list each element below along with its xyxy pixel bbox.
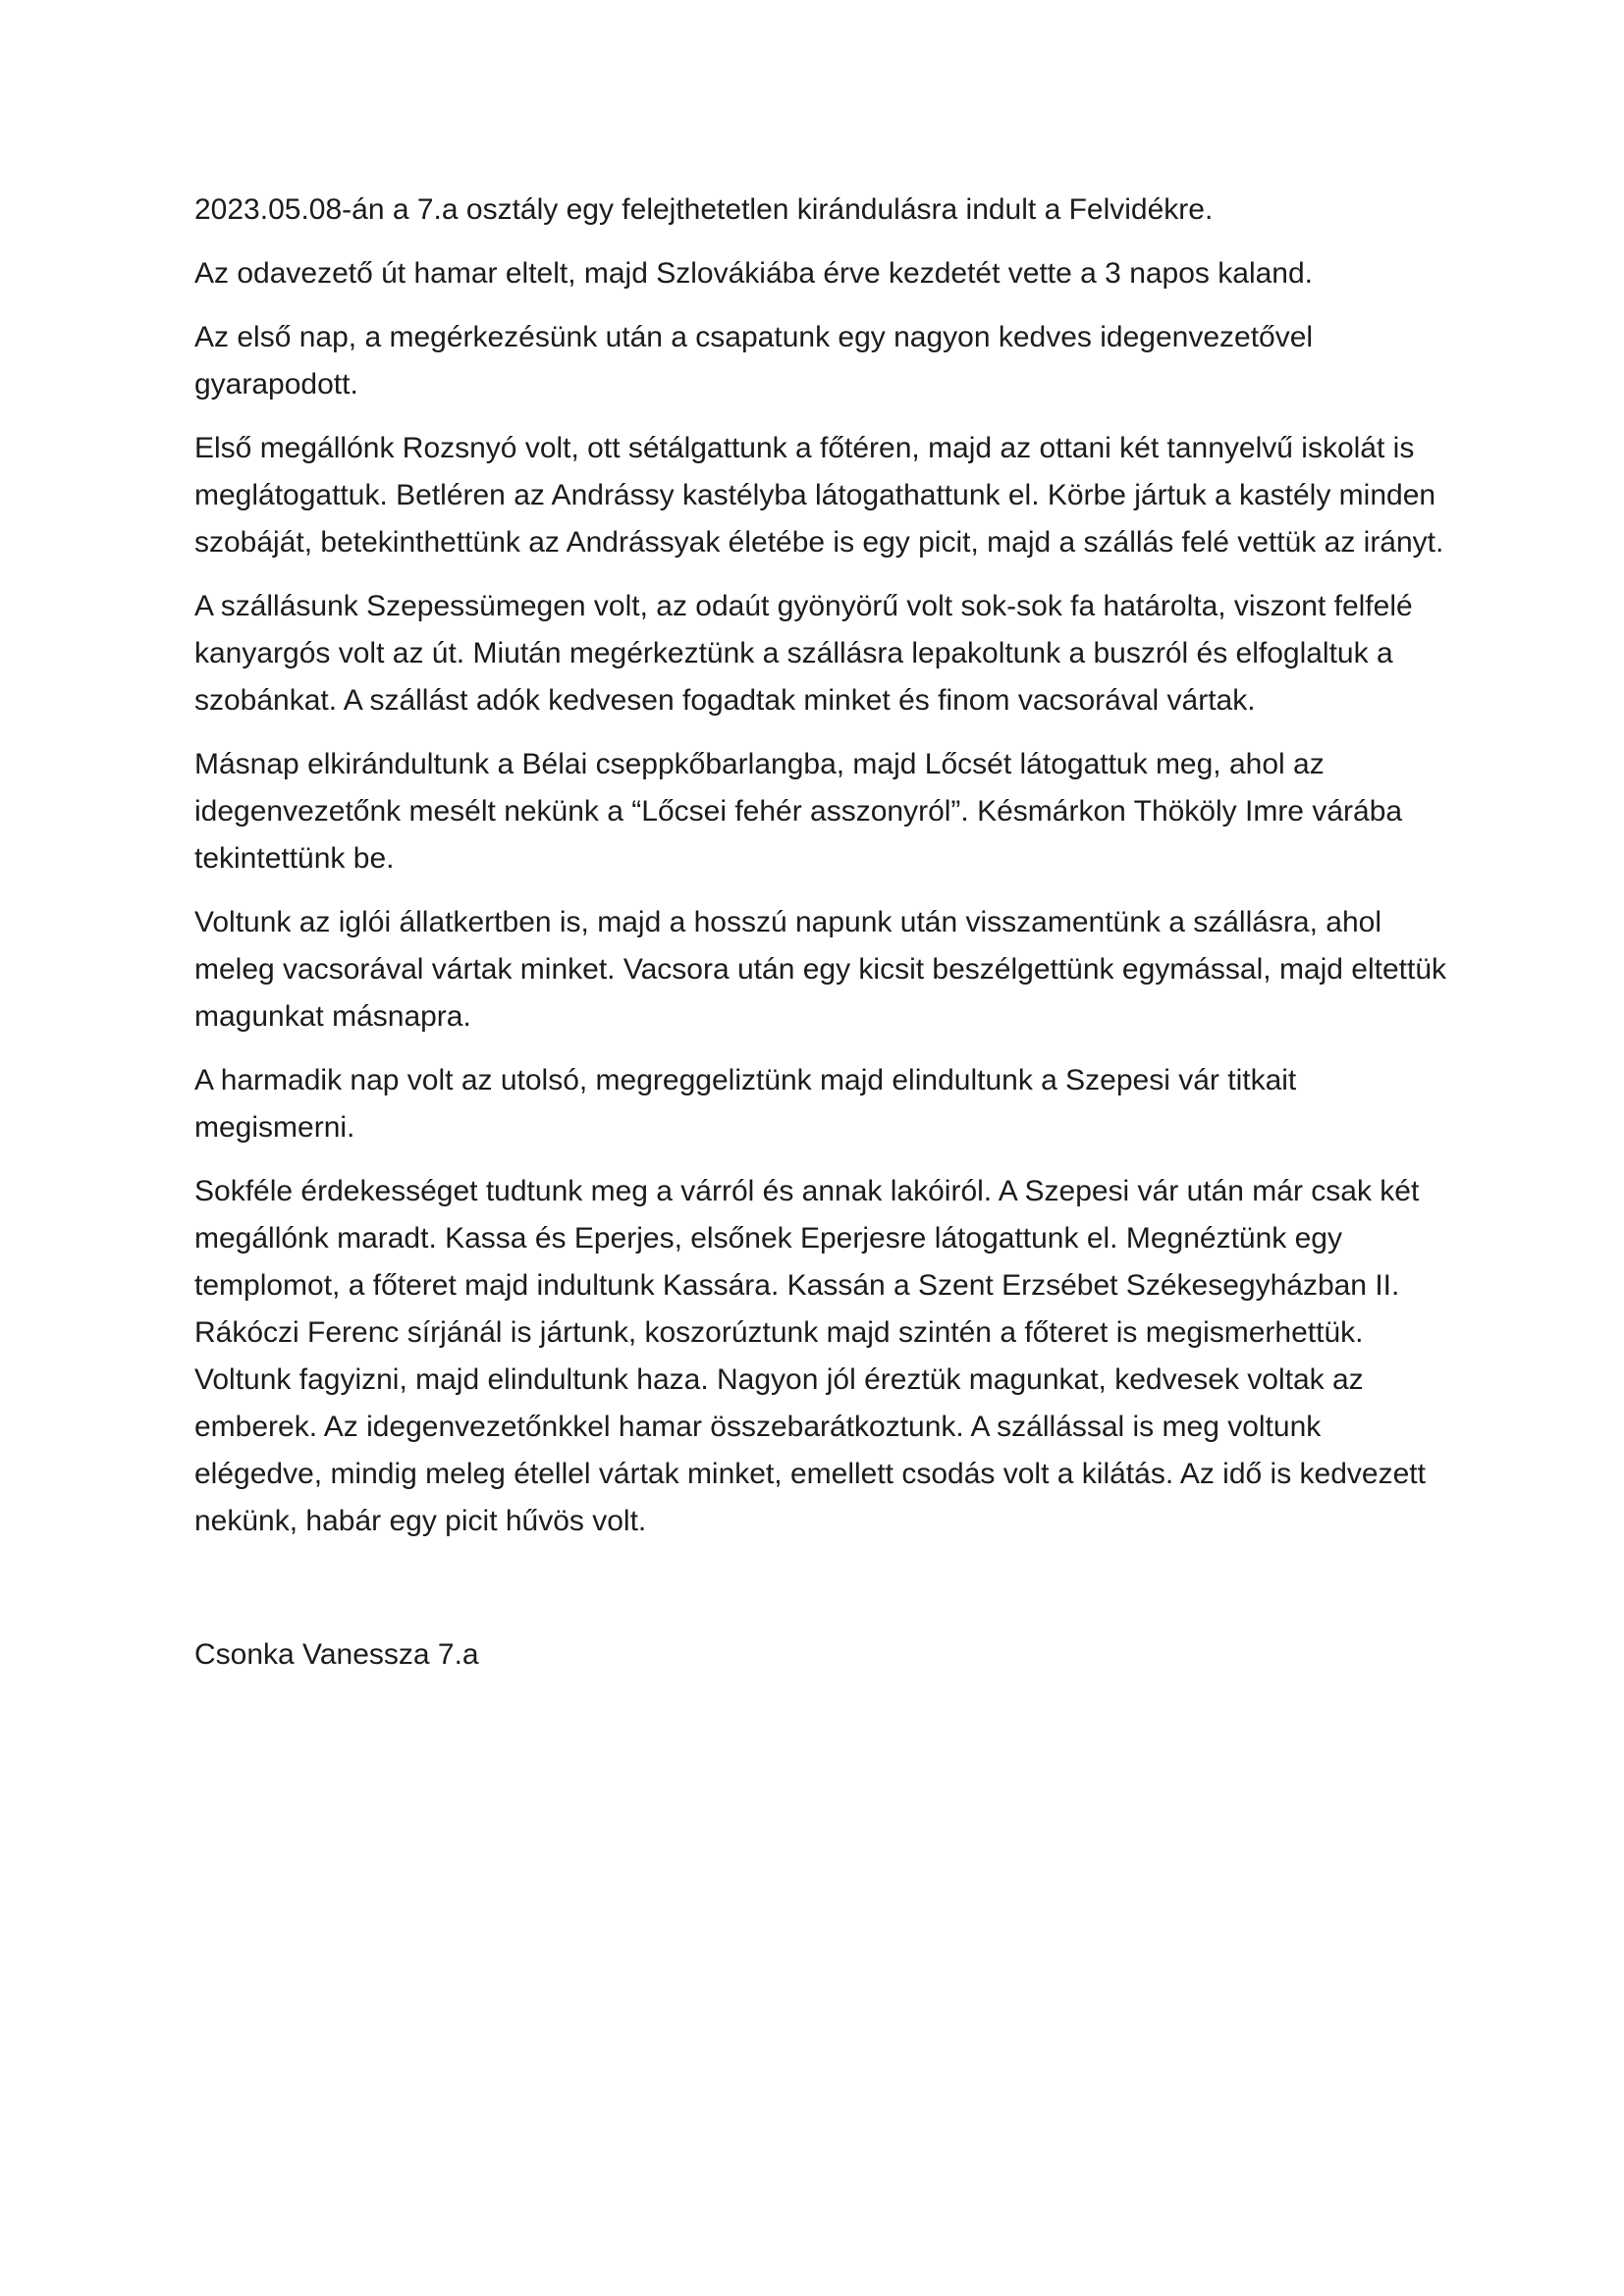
paragraph-journey: Az odavezető út hamar eltelt, majd Szlovákiába érve kezdetét vette a 3 napos kaland. xyxy=(194,257,1314,290)
paragraph-accommodation: A szállásunk Szepessümegen volt, az odaút gyönyörű volt sok-sok fa határolta, viszont felfelé kanyargós volt az út. Miután megérkeztünk a szállásra lepakoltunk a buszról és elfoglaltuk a szobánkat. A szállást adók kedvesen fogadtak minket és finom vacsorával vártak. xyxy=(194,590,1413,717)
paragraph-date-intro: 2023.05.08-án a 7.a osztály egy felejthetetlen kirándulásra indult a Felvidékre. xyxy=(194,193,1214,226)
author-signature: Csonka Vanessza 7.a xyxy=(194,1638,479,1671)
document-body xyxy=(194,187,1451,1695)
paragraph-first-day: Az első nap, a megérkezésünk után a csapatunk egy nagyon kedves idegenvezetővel gyarapodott. xyxy=(194,321,1314,400)
paragraph-zoo: Voltunk az iglói állatkertben is, majd a hosszú napunk után visszamentünk a szállásra, ahol meleg vacsorával vártak minket. Vacsora után egy kicsit beszélgettünk egymással, majd eltettük magunkat másnapra. xyxy=(194,906,1447,1033)
paragraph-second-day: Másnap elkirándultunk a Bélai cseppkőbarlangba, majd Lőcsét látogattuk meg, ahol az idegenvezetőnk mesélt nekünk a “Lőcsei fehér asszonyról”. Késmárkon Thököly Imre várába tekintettünk be. xyxy=(194,748,1403,875)
paragraph-third-day: A harmadik nap volt az utolsó, megreggeliztünk majd elindultunk a Szepesi vár titkait megismerni. xyxy=(194,1064,1297,1144)
paragraph-rozsnyo: Első megállónk Rozsnyó volt, ott sétálgattunk a főtéren, majd az ottani két tannyelvű iskolát is meglátogattuk. Betléren az Andrássy kastélyba látogathattunk el. Körbe jártuk a kastély minden szobáját, betekinthettünk az Andrássyak életébe is egy picit, majd a szállás felé vettük az irányt. xyxy=(194,432,1444,559)
paragraph-summary: Sokféle érdekességet tudtunk meg a várról és annak lakóiról. A Szepesi vár után már csak két megállónk maradt. Kassa és Eperjes, elsőnek Eperjesre látogattunk el. Megnéztünk egy templomot, a főteret majd indultunk Kassára. Kassán a Szent Erzsébet Székesegyházban II. Rákóczi Ferenc sírjánál is jártunk, koszorúztunk majd szintén a főteret is megismerhettük. Voltunk fagyizni, majd elindultunk haza. Nagyon jól éreztük magunkat, kedvesek voltak az emberek. Az idegenvezetőnkkel hamar összebarátkoztunk. A szállással is meg voltunk elégedve, mindig meleg étellel vártak minket, emellett csodás volt a kilátás. Az idő is kedvezett nekünk, habár egy picit hűvös volt. xyxy=(194,1175,1426,1537)
